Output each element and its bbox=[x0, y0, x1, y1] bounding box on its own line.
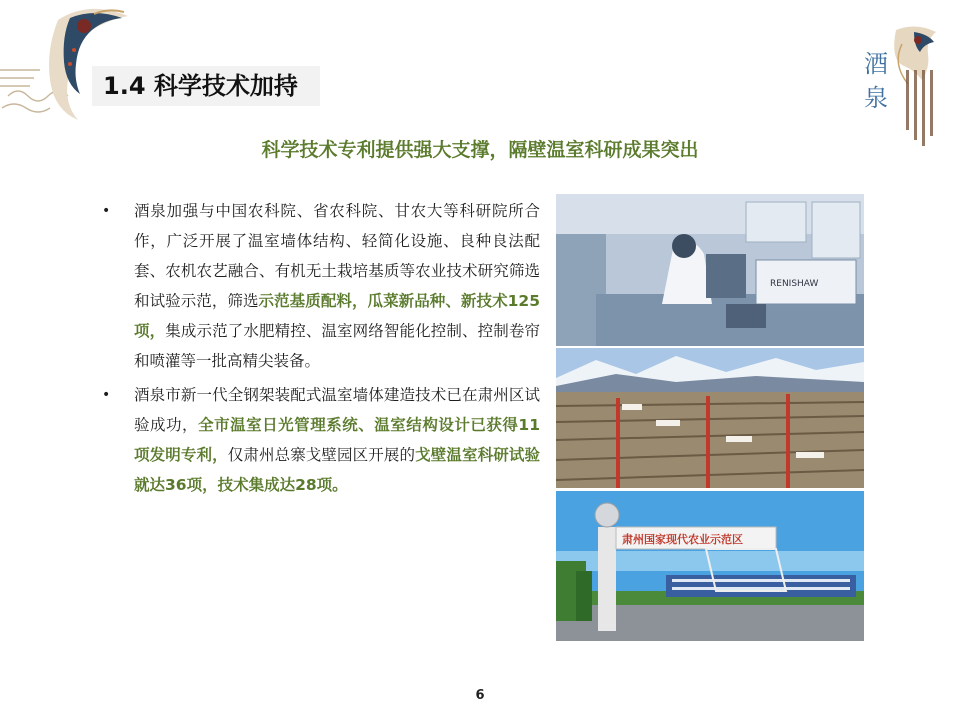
highlight-text: 示范基质配料，瓜菜新品种、新技术125项， bbox=[134, 292, 540, 340]
highlight-text: 全市温室日光管理系统、温室结构设计已获得11项发明专利， bbox=[134, 416, 540, 464]
svg-text:酒: 酒 bbox=[864, 50, 888, 78]
page-title: 1.4 科学技术加持 bbox=[103, 72, 298, 100]
page-number: 6 bbox=[475, 688, 485, 703]
bullet-marker: • bbox=[102, 387, 111, 403]
bullet-item bbox=[100, 196, 540, 376]
gate-sign: 肃州国家现代农业示范区 bbox=[622, 533, 743, 546]
bullet-marker: • bbox=[102, 203, 111, 219]
svg-text:泉: 泉 bbox=[864, 84, 888, 112]
section-subtitle: 科学技术专利提供强大支撑，隔壁温室科研成果突出 bbox=[261, 139, 699, 161]
bullet-list bbox=[100, 196, 540, 500]
greenhouse-field-photo bbox=[556, 348, 864, 488]
demonstration-zone-gate-photo bbox=[556, 491, 864, 641]
lab-sign: RENISHAW bbox=[770, 279, 819, 289]
bullet-text: 集成示范了水肥精控、温室网络智能化控制、控制卷帘和喷灌等一批高精尖装备。 bbox=[134, 322, 540, 370]
bullet-item bbox=[100, 380, 540, 500]
bullet-text: 酒泉市新一代全钢架装配式温室墙体建造技术已在肃州区试验成功， bbox=[134, 386, 540, 434]
bullet-text: 仅肃州总寨戈壁园区开展的 bbox=[227, 446, 416, 464]
lab-photo bbox=[556, 194, 864, 346]
bullet-text: 酒泉加强与中国农科院、省农科院、甘农大等科研院所合作，广泛开展了温室墙体结构、轻简化设施、良种良法配套、农机农艺融合、有机无土栽培基质等农业技术研究筛选和试验示范，筛选 bbox=[134, 202, 540, 310]
highlight-text: 戈壁温室科研试验就达36项，技术集成达28项。 bbox=[134, 446, 540, 494]
